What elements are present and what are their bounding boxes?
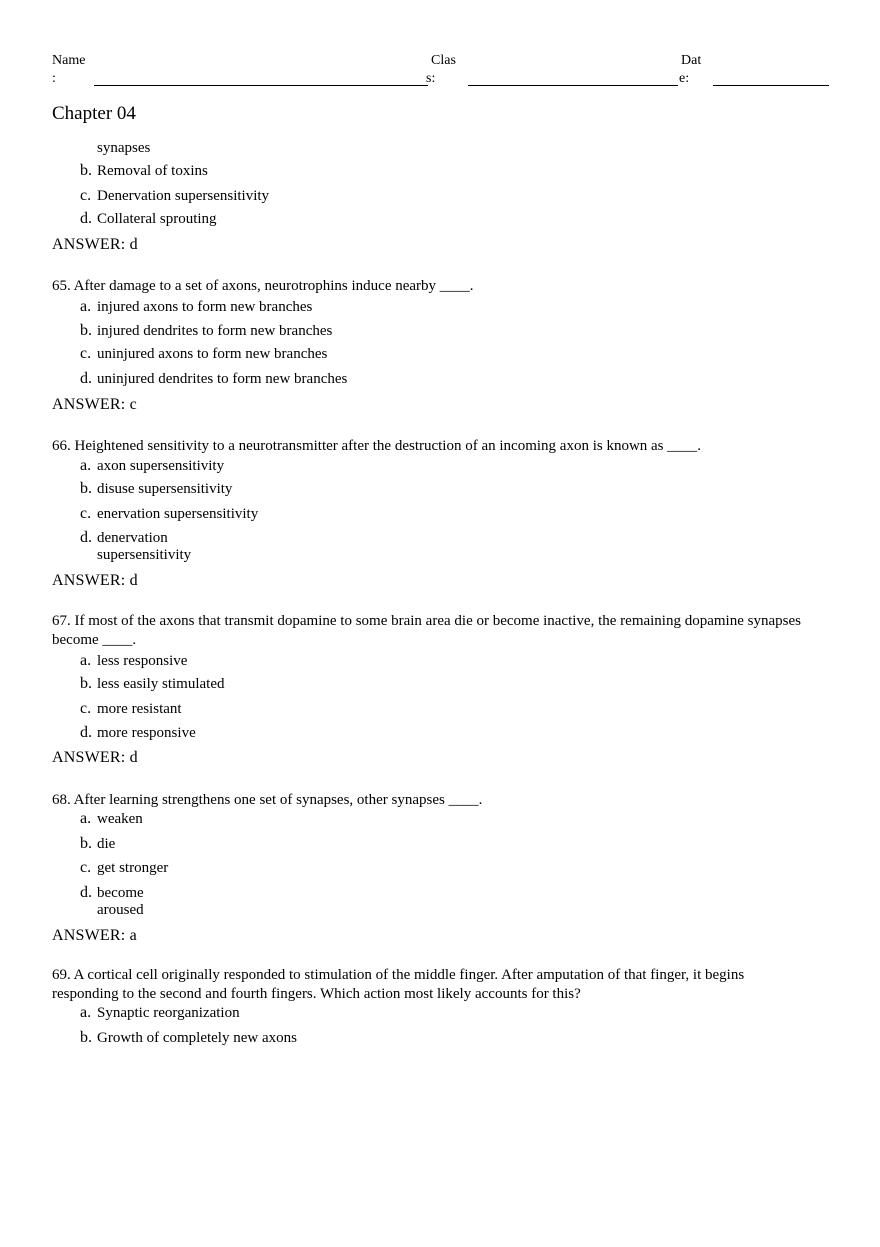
option-letter: a. [80, 298, 92, 315]
option-text: axon supersensitivity [97, 458, 225, 474]
option-b [80, 162, 208, 180]
option-text: injured axons to form new branches [97, 299, 313, 315]
option-d [80, 529, 168, 547]
option-text: less responsive [97, 653, 188, 669]
option-letter: a. [80, 457, 92, 474]
answer-line: ANSWER: c [52, 396, 137, 413]
option-d [80, 884, 144, 902]
option-letter: d. [80, 884, 92, 901]
option-a [80, 457, 224, 475]
question-68: 68. After learning strengthens one set of synapses, other synapses ____. [52, 792, 483, 808]
option-b [80, 480, 232, 498]
option-b [80, 675, 224, 693]
option-letter: d. [80, 210, 92, 227]
option-text-continued: aroused [97, 902, 144, 918]
option-text-continued: supersensitivity [97, 547, 192, 563]
question-69: 69. A cortical cell originally responded to stimulation of the middle finger. After amputation of that finger, it begins responding to the second and fourth fingers. Which action most likely accounts for this? [52, 967, 745, 1002]
option-b [80, 1029, 297, 1047]
option-a [80, 652, 187, 670]
question-67: 67. If most of the axons that transmit dopamine to some brain area die or become inactive, the remaining dopamine synapses become ____. [52, 613, 801, 648]
option-b [80, 322, 332, 340]
option-letter: d. [80, 370, 92, 387]
option-d [80, 370, 347, 388]
option-text: uninjured dendrites to form new branches [97, 371, 348, 387]
option-text: injured dendrites to form new branches [97, 323, 333, 339]
option-a [80, 810, 143, 828]
option-letter: d. [80, 529, 92, 546]
option-b [80, 835, 115, 853]
option-c [80, 345, 327, 363]
option-letter: b. [80, 675, 92, 692]
option-text: enervation supersensitivity [97, 506, 259, 522]
option-c [80, 859, 168, 877]
option-letter: c. [80, 700, 92, 717]
class-line[interactable] [468, 85, 678, 86]
option-letter: c. [80, 345, 92, 362]
date-label: Dat [681, 53, 702, 68]
option-letter: b. [80, 480, 92, 497]
option-letter: a. [80, 1004, 92, 1021]
option-d [80, 210, 217, 228]
option-text: denervation [97, 530, 168, 546]
date-line[interactable] [713, 85, 829, 86]
option-text: Collateral sprouting [97, 211, 217, 227]
option-text: die [97, 836, 116, 852]
option-c [80, 187, 269, 205]
page-title: Chapter 04 [52, 103, 136, 124]
option-text: Growth of completely new axons [97, 1030, 297, 1046]
option-text: more responsive [97, 725, 196, 741]
answer-line: ANSWER: a [52, 927, 137, 944]
option-letter: c. [80, 187, 92, 204]
option-letter: b. [80, 835, 92, 852]
option-letter: b. [80, 322, 92, 339]
option-text: Removal of toxins [97, 163, 208, 179]
option-text: disuse supersensitivity [97, 481, 233, 497]
option-text: become [97, 885, 144, 901]
name-label-colon: : [52, 71, 56, 86]
option-letter: b. [80, 162, 92, 179]
name-line[interactable] [94, 85, 428, 86]
option-text: Denervation supersensitivity [97, 188, 270, 204]
question-65: 65. After damage to a set of axons, neurotrophins induce nearby ____. [52, 278, 474, 294]
class-label: Clas [431, 53, 456, 68]
option-text: less easily stimulated [97, 676, 225, 692]
option-text: weaken [97, 811, 143, 827]
option-d [80, 724, 196, 742]
option-letter: c. [80, 505, 92, 522]
option-letter: d. [80, 724, 92, 741]
option-letter: c. [80, 859, 92, 876]
option-letter: a. [80, 652, 92, 669]
question-66: 66. Heightened sensitivity to a neurotransmitter after the destruction of an incoming axon is known as ____. [52, 438, 702, 454]
option-text: Synaptic reorganization [97, 1005, 240, 1021]
option-text: more resistant [97, 701, 182, 717]
answer-line: ANSWER: d [52, 572, 138, 589]
continued-option-text: synapses [97, 140, 151, 156]
option-letter: a. [80, 810, 92, 827]
option-a [80, 298, 312, 316]
answer-line: ANSWER: d [52, 749, 138, 766]
answer-line: ANSWER: d [52, 236, 138, 253]
option-text: uninjured axons to form new branches [97, 346, 328, 362]
option-letter: b. [80, 1029, 92, 1046]
date-label-suffix: e: [679, 71, 690, 86]
class-label-suffix: s: [426, 71, 436, 86]
option-c [80, 505, 258, 523]
option-text: get stronger [97, 860, 169, 876]
option-a [80, 1004, 240, 1022]
option-c [80, 700, 182, 718]
name-label: Name [52, 53, 86, 68]
